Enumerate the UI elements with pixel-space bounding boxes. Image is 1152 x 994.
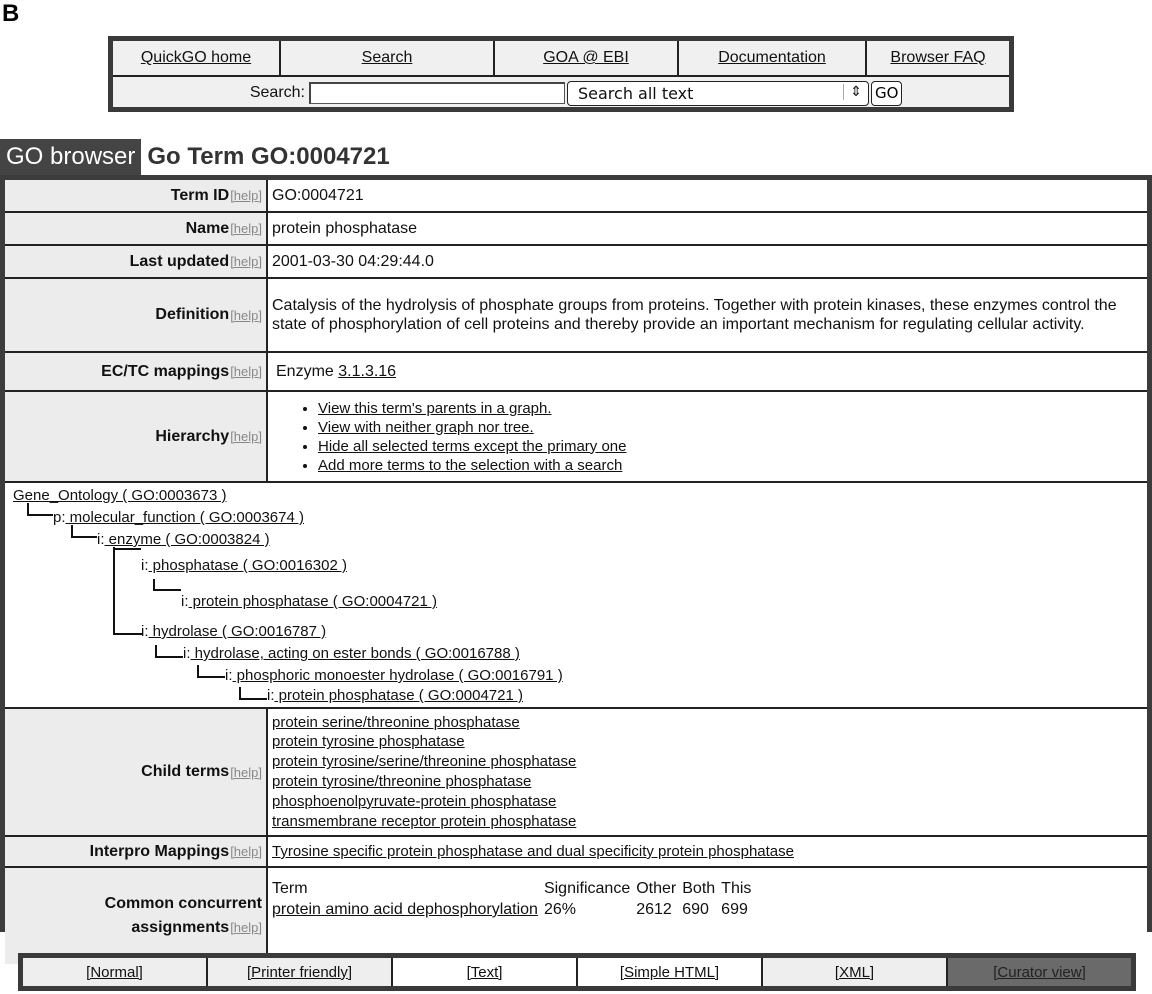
common-label-line2: assignments bbox=[131, 919, 230, 936]
top-nav-links bbox=[113, 41, 1009, 77]
tree-node-link[interactable]: phosphatase ( GO:0016302 ) bbox=[148, 557, 347, 574]
tree-node: i: enzyme ( GO:0003824 ) bbox=[97, 531, 270, 548]
tree-node bbox=[13, 487, 226, 504]
list-item bbox=[318, 456, 626, 475]
help-link-common[interactable]: [help] bbox=[230, 920, 262, 935]
child-term-link[interactable]: protein tyrosine/serine/threonine phosphatase bbox=[272, 753, 577, 771]
search-row bbox=[113, 77, 1009, 109]
tree-connector bbox=[113, 547, 143, 635]
tree-node-link[interactable]: Gene_Ontology ( GO:0003673 ) bbox=[13, 487, 227, 504]
tree-node: i: hydrolase ( GO:0016787 ) bbox=[141, 623, 327, 640]
nav-quickgo-home[interactable]: QuickGO home bbox=[113, 41, 281, 75]
tree-node-link[interactable]: protein phosphatase ( GO:0004721 ) bbox=[188, 593, 437, 610]
view-printer-friendly-link[interactable]: [Printer friendly] bbox=[208, 958, 393, 986]
help-link-definition[interactable]: [help] bbox=[230, 307, 262, 323]
row-hierarchy bbox=[5, 392, 1147, 483]
top-navigation bbox=[108, 36, 1014, 112]
ec-number-link[interactable]: 3.1.3.16 bbox=[338, 362, 397, 380]
help-link-term-id[interactable]: [help] bbox=[230, 188, 262, 203]
child-term-link[interactable]: protein serine/threonine phosphatase bbox=[272, 713, 520, 731]
concurrent-term-link[interactable]: protein amino acid dephosphorylation bbox=[272, 901, 538, 918]
definition-value: Catalysis of the hydrolysis of phosphate groups from proteins. Together with protein kinases, these enzymes control the state of phosphorylation of cell proteins and thereby provide an important mechanism for regulating cellular activity. bbox=[268, 279, 1147, 351]
ec-prefix: Enzyme bbox=[276, 362, 334, 380]
other-value: 2612 bbox=[636, 901, 672, 918]
go-button[interactable]: GO bbox=[871, 81, 902, 106]
row-interpro-mappings bbox=[5, 837, 1147, 868]
tree-node-link[interactable]: hydrolase ( GO:0016787 ) bbox=[148, 623, 327, 640]
significance-value: 26% bbox=[543, 901, 576, 918]
child-terms-list bbox=[268, 709, 1147, 835]
view-normal-link[interactable]: [Normal] bbox=[23, 958, 208, 986]
col-header-significance: Significance bbox=[543, 880, 631, 897]
tree-connector bbox=[27, 503, 53, 516]
add-more-terms-link[interactable]: Add more terms to the selection with a search bbox=[318, 456, 623, 474]
last-updated-label: Last updated bbox=[129, 252, 230, 270]
tree-node-link[interactable]: enzyme ( GO:0003824 ) bbox=[104, 531, 270, 548]
row-definition bbox=[5, 279, 1147, 353]
row-name bbox=[5, 213, 1147, 246]
term-details-table bbox=[0, 175, 1152, 936]
help-link-ec-tc[interactable]: [help] bbox=[230, 364, 262, 379]
nav-goa-ebi[interactable]: GOA @ EBI bbox=[495, 41, 679, 75]
this-value: 699 bbox=[721, 901, 748, 918]
definition-label: Definition bbox=[155, 306, 230, 323]
col-header-this: This bbox=[721, 880, 752, 897]
view-mode-navigation bbox=[18, 953, 1136, 991]
col-header-both: Both bbox=[682, 880, 716, 897]
tree-node: i: hydrolase, acting on ester bonds ( GO:0016788 ) bbox=[183, 645, 520, 662]
ontology-tree bbox=[5, 483, 1147, 709]
tree-connector bbox=[71, 525, 97, 538]
tree-connector bbox=[155, 645, 183, 658]
list-item bbox=[318, 418, 626, 437]
col-header-other: Other bbox=[636, 880, 677, 897]
help-link-hierarchy[interactable]: [help] bbox=[230, 429, 262, 444]
tree-node: i: protein phosphatase ( GO:0004721 ) bbox=[267, 687, 523, 704]
hide-selected-terms-link[interactable]: Hide all selected terms except the primary one bbox=[318, 437, 627, 455]
col-header-term: Term bbox=[272, 880, 308, 897]
view-simple-html-link[interactable]: [Simple HTML] bbox=[578, 958, 763, 986]
view-text-link[interactable]: [Text] bbox=[393, 958, 578, 986]
tree-connector bbox=[239, 687, 267, 700]
search-scope-value: Search all text bbox=[578, 83, 694, 103]
view-no-graph-link[interactable]: View with neither graph nor tree. bbox=[318, 418, 534, 436]
search-label: Search: bbox=[249, 84, 305, 101]
page-title bbox=[0, 140, 390, 174]
last-updated-value: 2001-03-30 04:29:44.0 bbox=[268, 246, 1147, 277]
table-header-row bbox=[272, 880, 757, 901]
tree-connector bbox=[153, 579, 181, 591]
row-child-terms bbox=[5, 709, 1147, 837]
search-input[interactable] bbox=[309, 82, 565, 104]
common-label-line1: Common concurrent bbox=[104, 895, 262, 912]
help-link-child-terms[interactable]: [help] bbox=[230, 764, 262, 780]
select-arrows-icon: ⇕ bbox=[843, 84, 862, 100]
child-term-link[interactable]: transmembrane receptor protein phosphatase bbox=[272, 812, 577, 830]
child-terms-label: Child terms bbox=[141, 763, 230, 780]
row-last-updated bbox=[5, 246, 1147, 279]
term-title: Go Term GO:0004721 bbox=[147, 143, 390, 170]
nav-browser-faq[interactable]: Browser FAQ bbox=[890, 49, 986, 66]
view-curator-link[interactable]: [Curator view] bbox=[948, 958, 1131, 986]
tree-node-link[interactable]: protein phosphatase ( GO:0004721 ) bbox=[274, 687, 523, 704]
name-label: Name bbox=[185, 219, 230, 237]
tree-node-link[interactable]: phosphoric monoester hydrolase ( GO:0016791 ) bbox=[232, 667, 563, 684]
row-term-id bbox=[5, 180, 1147, 213]
tree-node-link[interactable]: hydrolase, acting on ester bonds ( GO:0016788 ) bbox=[190, 645, 520, 662]
concurrent-assignments-table bbox=[272, 880, 757, 922]
hierarchy-label: Hierarchy bbox=[155, 427, 230, 445]
search-scope-select[interactable] bbox=[567, 81, 869, 106]
name-value: protein phosphatase bbox=[268, 213, 1147, 244]
list-item bbox=[318, 437, 626, 456]
tree-node: p: molecular_function ( GO:0003674 ) bbox=[53, 509, 304, 526]
nav-documentation[interactable]: Documentation bbox=[679, 41, 867, 75]
view-xml-link[interactable]: [XML] bbox=[763, 958, 948, 986]
child-term-link[interactable]: protein tyrosine phosphatase bbox=[272, 733, 465, 751]
help-link-interpro[interactable]: [help] bbox=[230, 844, 262, 859]
tree-connector bbox=[197, 665, 225, 678]
tree-node: i: phosphoric monoester hydrolase ( GO:0016791 ) bbox=[225, 667, 563, 684]
tree-node: i: phosphatase ( GO:0016302 ) bbox=[141, 557, 347, 574]
help-link-last-updated[interactable]: [help] bbox=[230, 254, 262, 269]
ec-tc-label: EC/TC mappings bbox=[101, 362, 230, 380]
child-term-link[interactable]: protein tyrosine/threonine phosphatase bbox=[272, 773, 532, 790]
help-link-name[interactable]: [help] bbox=[230, 221, 262, 236]
tree-node-link[interactable]: molecular_function ( GO:0003674 ) bbox=[65, 509, 304, 526]
brand-label: GO browser bbox=[0, 139, 141, 175]
list-item bbox=[318, 399, 626, 418]
row-common-concurrent bbox=[5, 868, 1147, 964]
both-value: 690 bbox=[682, 901, 709, 918]
child-term-link[interactable]: phosphoenolpyruvate-protein phosphatase bbox=[272, 792, 557, 810]
table-row bbox=[272, 901, 757, 922]
tree-node: i: protein phosphatase ( GO:0004721 ) bbox=[181, 593, 437, 610]
hierarchy-options bbox=[272, 399, 626, 475]
interpro-label: Interpro Mappings bbox=[89, 842, 230, 860]
term-id-label: Term ID bbox=[170, 186, 230, 204]
panel-label: B bbox=[2, 0, 20, 27]
term-id-value: GO:0004721 bbox=[268, 180, 1147, 211]
view-parents-graph-link[interactable]: View this term's parents in a graph. bbox=[318, 399, 552, 417]
row-ec-tc-mappings bbox=[5, 353, 1147, 392]
interpro-link[interactable]: Tyrosine specific protein phosphatase and dual specificity protein phosphatase bbox=[272, 843, 794, 860]
nav-search[interactable]: Search bbox=[281, 41, 495, 75]
